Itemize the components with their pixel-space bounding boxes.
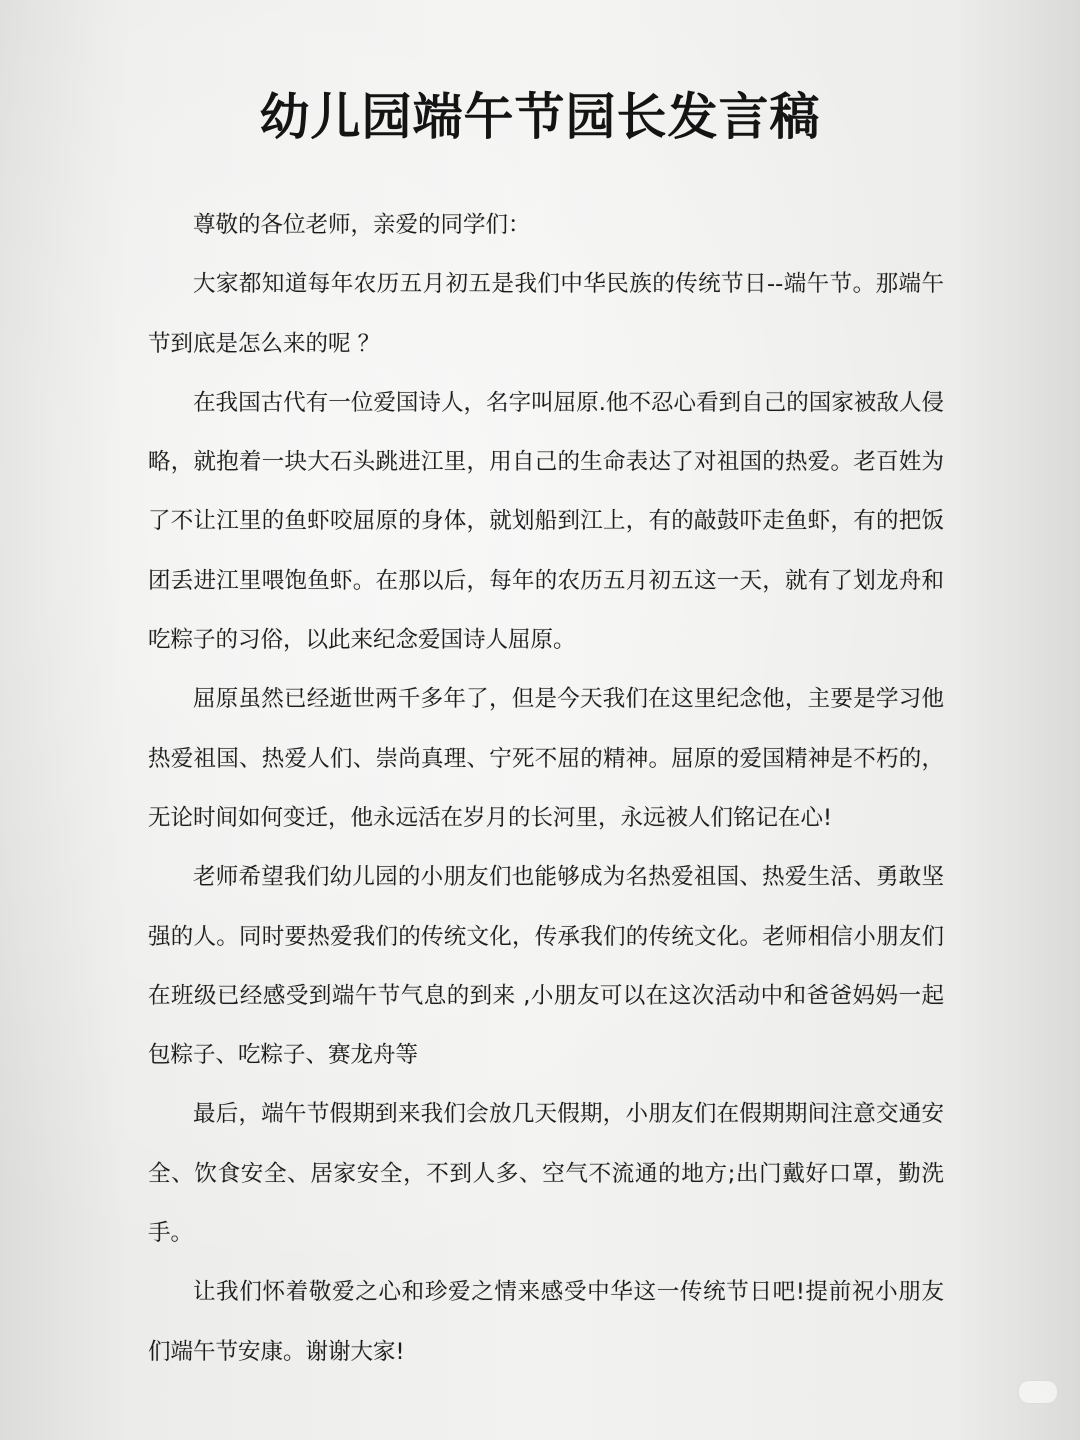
watermark-logo [1018,1380,1058,1404]
closing-paragraph: 让我们怀着敬爱之心和珍爱之情来感受中华这一传统节日吧!提前祝小朋友们端午节安康。谢谢大家! [148,1279,944,1365]
body-paragraph: 在我国古代有一位爱国诗人，名字叫屈原.他不忍心看到自己的国家被敌人侵略，就抱着一块大石头跳进江里，用自己的生命表达了对祖国的热爱。老百姓为了不让江里的鱼虾咬屈原的身体，就划船到江上，有的敲鼓吓走鱼虾，有的把饭团丢进江里喂饱鱼虾。在那以后，每年的农历五月初五这一天，就有了划龙舟和吃粽子的习俗，以此来纪念爱国诗人屈原。 [148,389,944,654]
document-title: 幼儿园端午节园长发言稿 [259,88,821,146]
document-body [148,196,944,1382]
body-paragraph: 老师希望我们幼儿园的小朋友们也能够成为名热爱祖国、热爱生活、勇敢坚强的人。同时要热爱我们的传统文化，传承我们的传统文化。老师相信小朋友们在班级已经感受到端午节气息的到来 ,小朋友可以在这次活动中和爸爸妈妈一起包粽子、吃粽子、赛龙舟等 [148,864,944,1069]
salutation-paragraph: 尊敬的各位老师，亲爱的同学们： [193,212,531,238]
body-paragraph: 大家都知道每年农历五月初五是我们中华民族的传统节日--端午节。那端午节到底是怎么来的呢 ？ [148,271,944,357]
body-paragraph: 屈原虽然已经逝世两千多年了，但是今天我们在这里纪念他，主要是学习他热爱祖国、热爱人们、崇尚真理、宁死不屈的精神。屈原的爱国精神是不朽的，无论时间如何变迁，他永远活在岁月的长河里，永远被人们铭记在心! [148,686,944,831]
body-paragraph: 最后，端午节假期到来我们会放几天假期，小朋友们在假期期间注意交通安全、饮食安全、居家安全，不到人多、空气不流通的地方;出门戴好口罩，勤洗手。 [148,1101,944,1247]
